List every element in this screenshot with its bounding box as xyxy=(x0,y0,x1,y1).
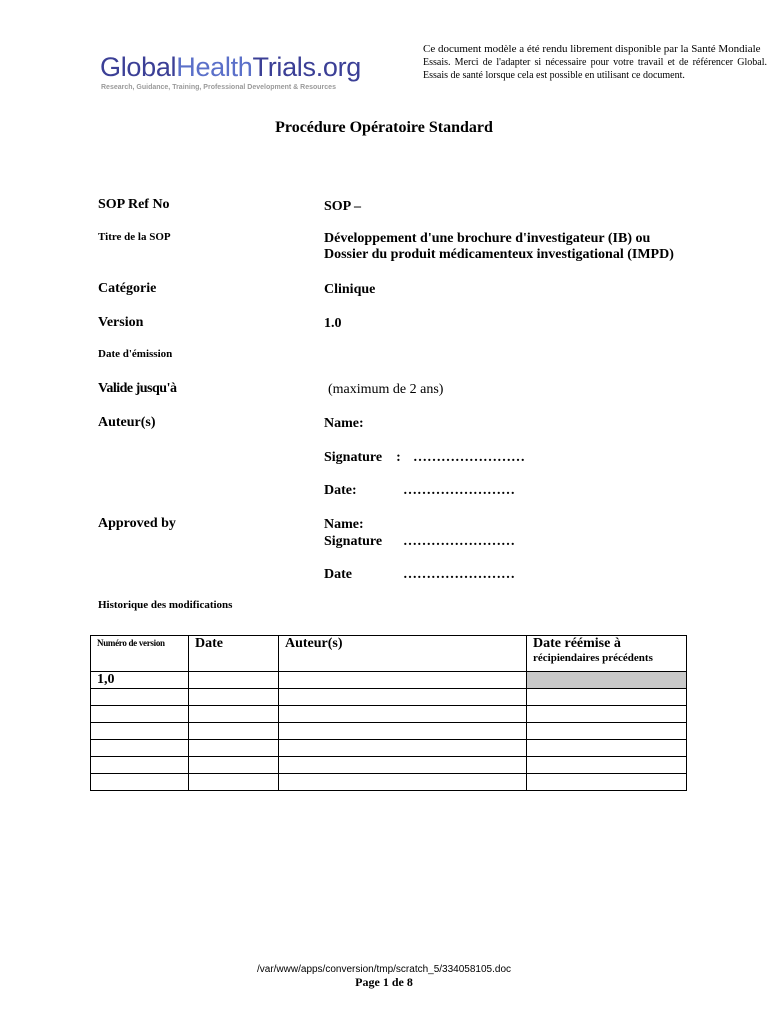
table-cell xyxy=(189,672,279,689)
table-row xyxy=(91,774,687,791)
authors-label: Auteur(s) xyxy=(98,415,156,430)
table-cell: 1,0 xyxy=(91,672,189,689)
author-signature-label: Signature : xyxy=(324,450,401,465)
table-cell xyxy=(189,774,279,791)
approver-signature-label: Signature xyxy=(324,534,383,549)
author-signature-dots: …………………… xyxy=(413,450,525,465)
table-cell xyxy=(279,757,527,774)
table-cell xyxy=(189,757,279,774)
table-cell xyxy=(91,723,189,740)
sop-title-line-2: Dossier du produit médicamenteux investigational (IMPD) xyxy=(324,247,674,262)
table-row xyxy=(91,689,687,706)
copyright-notice xyxy=(423,43,767,82)
notice-line-1: Ce document modèle a été rendu librement disponible par la Santé Mondiale xyxy=(423,43,761,55)
revision-history-table xyxy=(90,635,687,791)
table-cell xyxy=(279,706,527,723)
table-cell xyxy=(527,740,687,757)
table-cell xyxy=(189,723,279,740)
sop-title-line-1: Développement d'une brochure d'investigateur (IB) ou xyxy=(324,231,651,246)
table-cell xyxy=(189,689,279,706)
table-cell xyxy=(91,740,189,757)
table-cell xyxy=(527,706,687,723)
header-reissue-line-2: récipiendaires précédents xyxy=(533,652,653,664)
approver-name-label: Name: xyxy=(324,517,364,532)
history-label: Historique des modifications xyxy=(98,599,233,611)
logo-part-health: Health xyxy=(176,52,253,82)
category-label: Catégorie xyxy=(98,281,157,296)
table-cell xyxy=(279,723,527,740)
table-cell xyxy=(91,706,189,723)
approver-date-label: Date xyxy=(324,567,352,582)
approved-by-label: Approved by xyxy=(98,516,176,531)
table-cell xyxy=(91,774,189,791)
table-row xyxy=(91,706,687,723)
table-cell xyxy=(189,740,279,757)
table-cell xyxy=(91,689,189,706)
author-date-label: Date: xyxy=(324,483,357,498)
sop-title-value xyxy=(324,231,674,263)
sop-ref-value: SOP – xyxy=(324,199,361,214)
version-value: 1.0 xyxy=(324,316,342,331)
table-cell xyxy=(279,740,527,757)
table-cell xyxy=(527,689,687,706)
site-logo xyxy=(100,52,361,83)
valid-until-value: (maximum de 2 ans) xyxy=(328,382,444,397)
table-row xyxy=(91,723,687,740)
sop-ref-label: SOP Ref No xyxy=(98,197,170,212)
logo-part-trials: Trials.org xyxy=(252,52,362,82)
table-row xyxy=(91,740,687,757)
category-value: Clinique xyxy=(324,282,376,297)
document-title: Procédure Opératoire Standard xyxy=(275,119,493,136)
header-authors: Auteur(s) xyxy=(279,636,527,672)
table-cell xyxy=(527,723,687,740)
header-reissue-date xyxy=(527,636,687,672)
footer-page-number: Page 1 de 8 xyxy=(355,975,413,989)
header-reissue-line-1: Date réémise à xyxy=(533,636,621,651)
approver-date-dots: …………………… xyxy=(403,567,515,582)
approver-signature-dots: …………………… xyxy=(403,534,515,549)
table-cell xyxy=(279,672,527,689)
sop-title-label: Titre de la SOP xyxy=(98,231,171,243)
table-cell xyxy=(279,689,527,706)
header-date: Date xyxy=(189,636,279,672)
table-cell xyxy=(91,757,189,774)
notice-line-3: Essais de santé lorsque cela est possible en utilisant ce document. xyxy=(423,70,685,81)
logo-part-global: Global xyxy=(100,52,177,82)
footer-file-path: /var/www/apps/conversion/tmp/scratch_5/334058105.doc xyxy=(256,964,512,975)
table-cell xyxy=(189,706,279,723)
logo-tagline: Research, Guidance, Training, Professional Development & Resources xyxy=(101,84,336,91)
table-row xyxy=(91,672,687,689)
table-cell xyxy=(527,757,687,774)
header-version-number: Numéro de version xyxy=(91,636,189,672)
author-date-dots: …………………… xyxy=(403,483,515,498)
table-cell xyxy=(527,774,687,791)
issue-date-label: Date d'émission xyxy=(98,348,173,360)
table-row xyxy=(91,757,687,774)
valid-until-label: Valide jusqu'à xyxy=(98,381,177,396)
version-label: Version xyxy=(98,315,144,330)
author-name-label: Name: xyxy=(324,416,364,431)
notice-line-2: Essais. Merci de l'adapter si nécessaire pour votre travail et de référencer Global. xyxy=(423,57,767,68)
table-cell xyxy=(527,672,687,689)
table-header-row xyxy=(91,636,687,672)
table-cell xyxy=(279,774,527,791)
